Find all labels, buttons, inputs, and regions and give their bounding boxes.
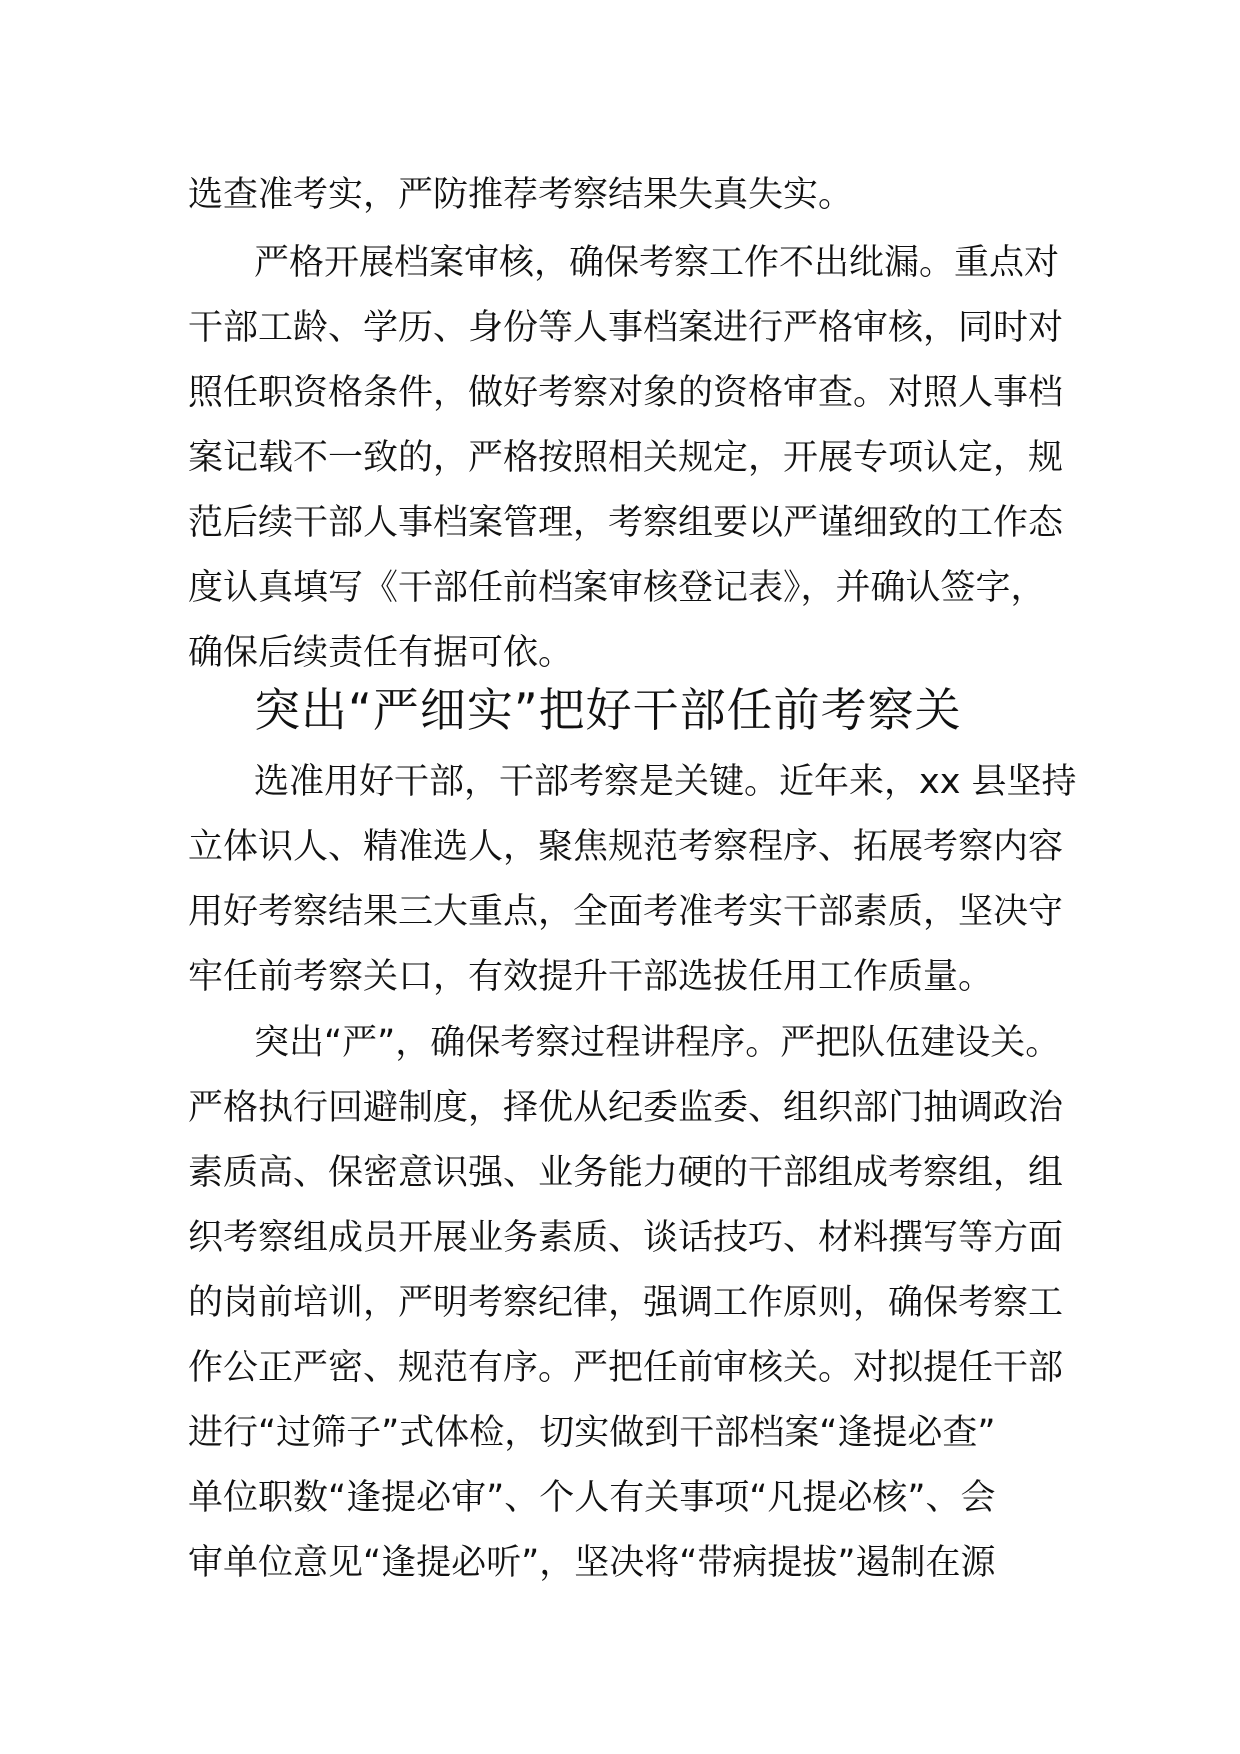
text-line: 作公正严密、规范有序。严把任前审核关。对拟提任干部 (188, 1348, 1064, 1388)
continuation-paragraph (188, 163, 1068, 228)
text-line: 干部工龄、学历、身份等人事档案进行严格审核，同时对 (188, 308, 1064, 348)
text-line: 选准用好干部，干部考察是关键。近年来，xx 县坚持 (254, 762, 1077, 802)
text-line: 牢任前考察关口，有效提升干部选拔任用工作质量。 (188, 957, 994, 997)
section-heading: 突出“严细实”把好干部任前考察关 (254, 683, 962, 737)
text-line: 案记载不一致的，严格按照相关规定，开展专项认定，规 (188, 438, 1064, 478)
text-line: 用好考察结果三大重点，全面考准考实干部素质，坚决守 (188, 892, 1064, 932)
strict-procedure-paragraph (188, 1011, 1068, 1596)
text-line: 严格开展档案审核，确保考察工作不出纰漏。重点对 (254, 243, 1060, 283)
text-line: 素质高、保密意识强、业务能力硬的干部组成考察组，组 (188, 1153, 1064, 1193)
text-line: 严格执行回避制度，择优从纪委监委、组织部门抽调政治 (188, 1088, 1064, 1128)
archive-audit-paragraph (188, 231, 1068, 686)
text-line: 照任职资格条件，做好考察对象的资格审查。对照人事档 (188, 373, 1064, 413)
text-line: 的岗前培训，严明考察纪律，强调工作原则，确保考察工 (188, 1283, 1064, 1323)
text-line: 立体识人、精准选人，聚焦规范考察程序、拓展考察内容 (188, 827, 1064, 867)
intro-paragraph (188, 750, 1077, 1010)
text-line: 审单位意见“逢提必听”，坚决将“带病提拔”遏制在源 (188, 1543, 996, 1583)
text-line: 突出“严”，确保考察过程讲程序。严把队伍建设关。 (254, 1023, 1061, 1063)
text-line: 确保后续责任有据可依。 (188, 633, 574, 673)
text-line: 织考察组成员开展业务素质、谈话技巧、材料撰写等方面 (188, 1218, 1064, 1258)
text-line: 度认真填写《干部任前档案审核登记表》，并确认签字， (188, 568, 1046, 608)
text-line: 范后续干部人事档案管理，考察组要以严谨细致的工作态 (188, 503, 1064, 543)
text-line: 选查准考实，严防推荐考察结果失真失实。 (188, 175, 854, 215)
text-line: 单位职数“逢提必审”、个人有关事项“凡提必核”、会 (188, 1478, 996, 1518)
text-line: 进行“过筛子”式体检，切实做到干部档案“逢提必查” (188, 1413, 996, 1453)
